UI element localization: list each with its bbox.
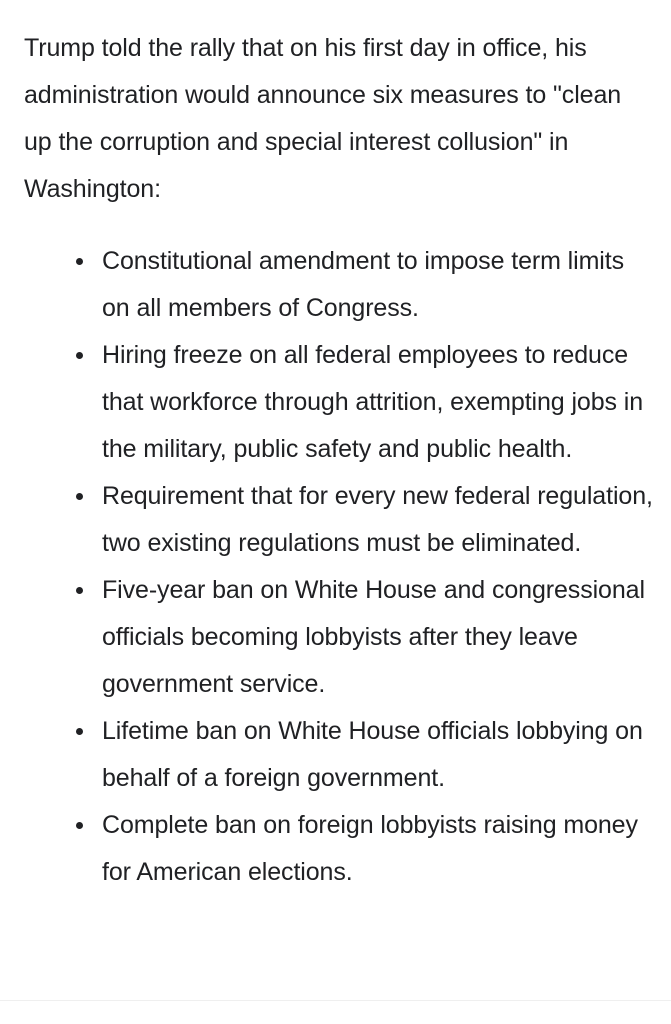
list-item — [24, 473, 654, 567]
measures-list — [24, 238, 654, 896]
bullet-icon — [76, 822, 83, 829]
list-item-text: Requirement that for every new federal regulation, two existing regulations must be eliminated. — [102, 482, 653, 557]
list-item — [24, 238, 654, 332]
list-item — [24, 567, 654, 708]
bullet-icon — [76, 493, 83, 500]
bullet-icon — [76, 258, 83, 265]
list-item — [24, 708, 654, 802]
bullet-icon — [76, 587, 83, 594]
list-item — [24, 332, 654, 473]
list-item-text: Constitutional amendment to impose term limits on all members of Congress. — [102, 247, 624, 322]
list-item-text: Hiring freeze on all federal employees to reduce that workforce through attrition, exempting jobs in the military, public safety and public health. — [102, 341, 644, 463]
bottom-divider — [0, 1000, 671, 1001]
bullet-icon — [76, 352, 83, 359]
intro-paragraph: Trump told the rally that on his first day in office, his administration would announce six measures to "clean up the corruption and special interest collusion" in Washington: — [24, 34, 622, 203]
list-item — [24, 802, 654, 896]
list-item-text: Lifetime ban on White House officials lobbying on behalf of a foreign government. — [102, 717, 643, 792]
article-body — [24, 25, 654, 896]
list-item-text: Five-year ban on White House and congressional officials becoming lobbyists after they leave government service. — [102, 576, 645, 698]
bullet-icon — [76, 728, 83, 735]
list-item-text: Complete ban on foreign lobbyists raising money for American elections. — [102, 811, 638, 886]
